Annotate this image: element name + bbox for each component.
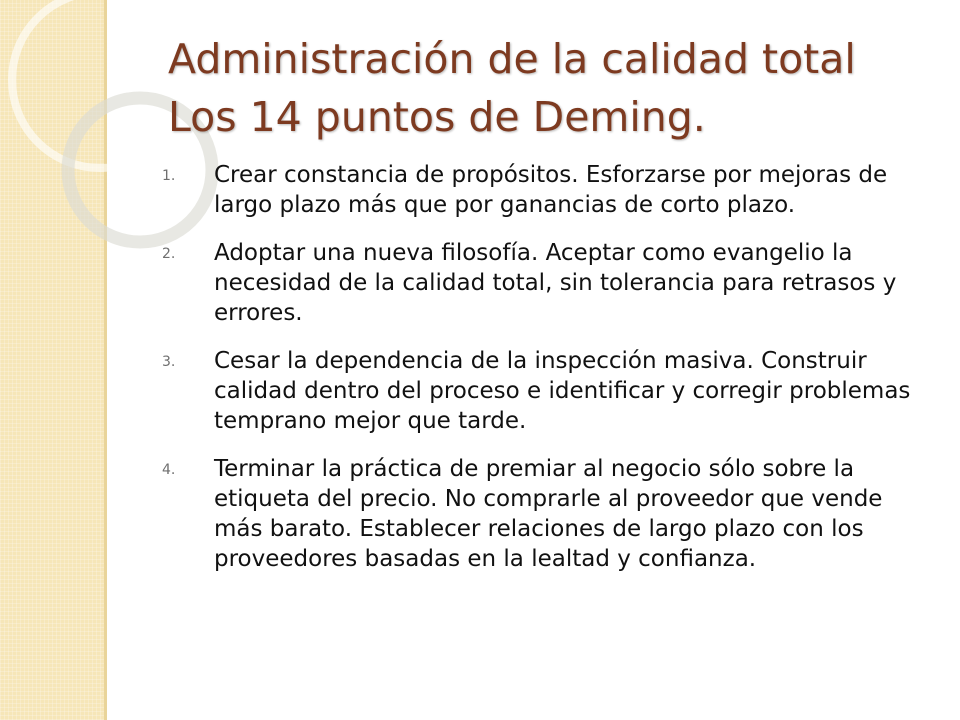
title-line-2: Los 14 puntos de Deming. xyxy=(168,93,706,141)
list-item-number: 2. xyxy=(162,246,176,262)
list-item-number: 4. xyxy=(162,462,176,478)
list-item-number: 1. xyxy=(162,168,176,184)
list-item xyxy=(160,346,935,436)
list-item-text: Crear constancia de propósitos. Esforzarse por mejoras de largo plazo más que por ganancias de corto plazo. xyxy=(214,162,888,218)
deming-points-list xyxy=(160,160,935,592)
side-panel-edge xyxy=(104,0,107,720)
side-panel xyxy=(0,0,104,720)
list-item-text: Terminar la práctica de premiar al negocio sólo sobre la etiqueta del precio. No comprarle al proveedor que vende más barato. Establecer relaciones de largo plazo con los proveedores basadas en la lealtad y confianza. xyxy=(214,456,883,572)
list-item xyxy=(160,160,935,220)
list-item-text: Adoptar una nueva filosofía. Aceptar como evangelio la necesidad de la calidad total, sin tolerancia para retrasos y errores. xyxy=(214,240,897,326)
list-item xyxy=(160,238,935,328)
list-item xyxy=(160,454,935,574)
list-item-number: 3. xyxy=(162,354,176,370)
list-item-text: Cesar la dependencia de la inspección masiva. Construir calidad dentro del proceso e identificar y corregir problemas temprano mejor que tarde. xyxy=(214,348,911,434)
title-line-1: Administración de la calidad total xyxy=(168,35,856,83)
slide-title xyxy=(168,30,928,146)
